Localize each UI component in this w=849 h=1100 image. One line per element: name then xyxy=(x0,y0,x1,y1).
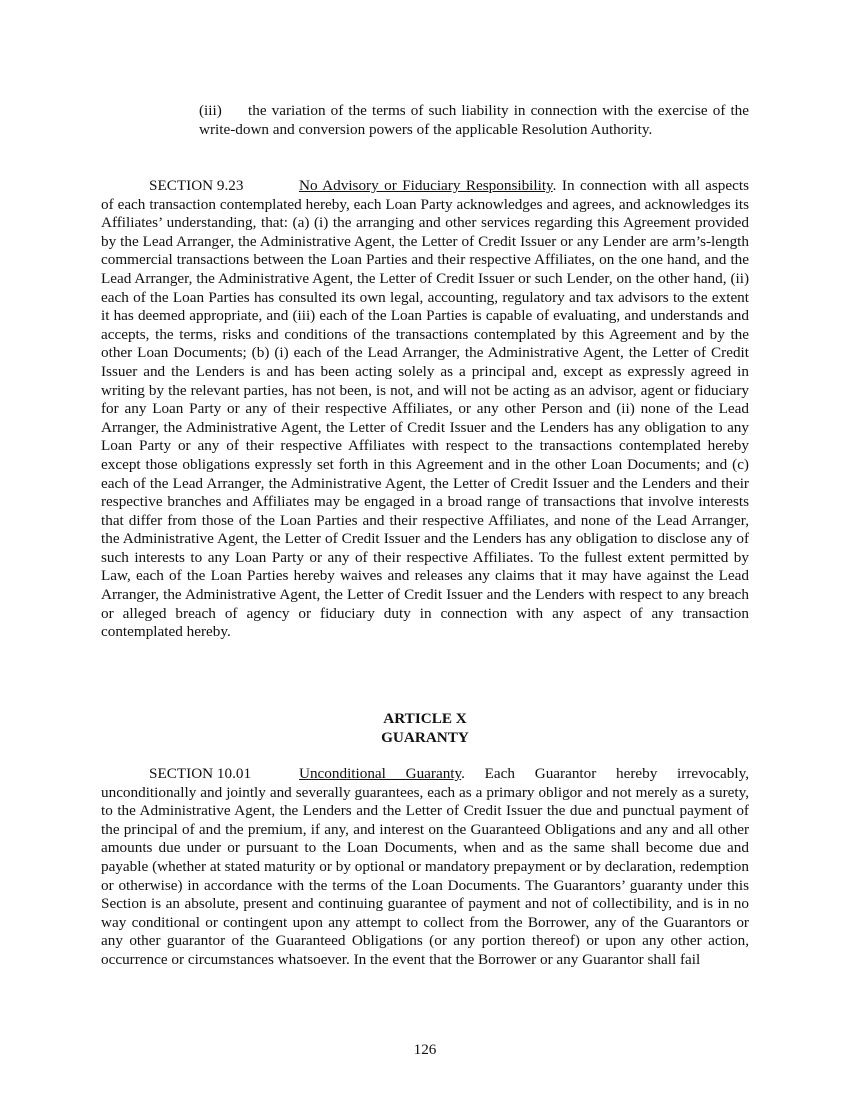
section-label: SECTION 10.01 xyxy=(149,765,252,782)
article-number: ARTICLE X xyxy=(383,710,467,727)
section-body: . In connection with all aspects of each transaction contemplated hereby, each Loan Party acknowledges and agrees, and acknowledges its Affiliates’ understanding, that: (a) (i) the arranging and other services regarding this Agreement provided by the Lead Arranger, the Administrative Agent, the Letter of Credit Issuer or any Lender are arm’s-length commercial transactions between the Loan Parties and their respective Affiliates, on the one hand, and the Lead Arranger, the Administrative Agent, the Letter of Credit Issuer or such Lender, on the other hand, (ii) each of the Loan Parties has consulted its own legal, accounting, regulatory and tax advisors to the extent it has deemed appropriate, and (iii) each of the Loan Parties is capable of evaluating, and understands and accepts, the terms, risks and conditions of the transactions contemplated by this Agreement and by the other Loan Documents; (b) (i) each of the Lead Arranger, the Administrative Agent, the Letter of Credit Issuer and the Lenders is and has been acting solely as a principal and, except as expressly agreed in writing by the relevant parties, has not been, is not, and will not be acting as an advisor, agent or fiduciary for any Loan Party or any of their respective Affiliates, or any other Person and (ii) none of the Lead Arranger, the Administrative Agent, the Letter of Credit Issuer and the Lenders has any obligation to any Loan Party or any of their respective Affiliates with respect to the transactions contemplated hereby except those obligations expressly set forth in this Agreement and in the other Loan Documents; and (c) each of the Lead Arranger, the Administrative Agent, the Letter of Credit Issuer and the Lenders and their respective branches and Affiliates may be engaged in a broad range of transactions that involve interests that differ from those of the Loan Parties and their respective Affiliates, and none of the Lead Arranger, the Administrative Agent, the Letter of Credit Issuer and the Lenders has any obligation to disclose any of such interests to any Loan Party or any of their respective Affiliates. To the fullest extent permitted by Law, each of the Loan Parties hereby waives and releases any claims that it may have against the Lead Arranger, the Administrative Agent, the Letter of Credit Issuer and the Lenders with respect to any breach or alleged breach of agency or fiduciary duty in connection with any aspect of any transaction contemplated hereby. xyxy=(101,177,749,641)
section-label: SECTION 9.23 xyxy=(149,177,244,194)
section-9-23 xyxy=(101,177,749,642)
page-number: 126 xyxy=(413,1041,437,1058)
article-title: GUARANTY xyxy=(381,729,469,746)
list-item-iii xyxy=(199,102,749,139)
section-title: No Advisory or Fiduciary Responsibility xyxy=(299,177,553,194)
list-item-number: (iii) xyxy=(199,102,222,119)
section-10-01 xyxy=(101,765,749,970)
list-item-text: the variation of the terms of such liability in connection with the exercise of the write-down and conversion powers of the applicable Resolution Authority. xyxy=(199,102,749,138)
section-title: Unconditional Guaranty xyxy=(299,765,462,782)
section-body: . Each Guarantor hereby irrevocably, unconditionally and jointly and severally guarantees, each as a primary obligor and not merely as a surety, to the Administrative Agent, the Lenders and the Letter of Credit Issuer the due and punctual payment of the principal of and the premium, if any, and interest on the Guaranteed Obligations and any and all other amounts due under or pursuant to the Loan Documents, when and as the same shall become due and payable (whether at stated maturity or by optional or mandatory prepayment or by declaration, redemption or otherwise) in accordance with the terms of the Loan Documents. The Guarantors’ guaranty under this Section is an absolute, present and continuing guarantee of payment and not of collectibility, and is in no way conditional or contingent upon any attempt to collect from the Borrower, any of the Guarantors or any other guarantor of the Guaranteed Obligations (or any portion thereof) or upon any other action, occurrence or circumstances whatsoever. In the event that the Borrower or any Guarantor shall fail xyxy=(101,765,750,968)
